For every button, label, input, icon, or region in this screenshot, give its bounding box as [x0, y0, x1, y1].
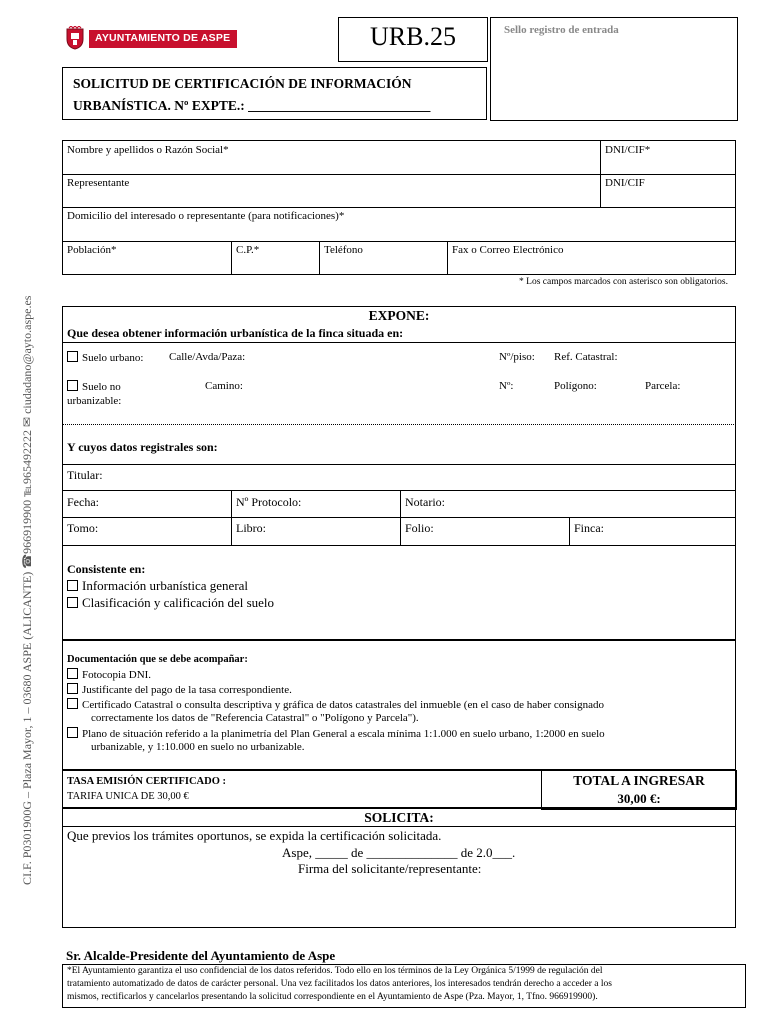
nonurban-row: [67, 380, 121, 393]
registry-intro: Y cuyos datos registrales son:: [67, 440, 218, 454]
holder-label: Titular:: [67, 468, 103, 482]
doc-item-3-cont: correctamente los datos de "Referencia Catastral" o "Polígono y Parcela").: [91, 712, 419, 724]
fee-tariff: TARIFA UNICA DE 30,00 €: [67, 791, 189, 802]
dni-label-2: DNI/CIF: [605, 177, 645, 189]
mandatory-note: * Los campos marcados con asterisco son obligatorios.: [519, 277, 728, 287]
side-contact-text: CI.F. P0301900G – Plaza Mayor, 1 – 03680 ASPE (ALICANTE) ☎966919900 ℡965492222 ✉ ciudadano@ayto.aspe.es: [20, 295, 34, 885]
cadastral-ref-label: Ref. Catastral:: [554, 351, 618, 363]
fax-email-label: Fax o Correo Electrónico: [452, 244, 564, 256]
parcel-label: Parcela:: [645, 380, 681, 392]
form-title-line1: SOLICITUD DE CERTIFICACIÓN DE INFORMACIÓN: [73, 76, 412, 91]
total-value: 30,00 €:: [617, 791, 661, 806]
nonurban-checkbox[interactable]: [67, 380, 78, 391]
doc-checkbox-4[interactable]: [67, 727, 78, 738]
phone-label: Teléfono: [324, 244, 363, 256]
stamp-label: Sello registro de entrada: [504, 24, 619, 36]
dni-label-1: DNI/CIF*: [605, 144, 651, 156]
solicita-text: Que previos los trámites oportunos, se expida la certificación solicitada.: [67, 828, 442, 843]
doc-checkbox-2[interactable]: [67, 683, 78, 694]
notary-label: Notario:: [405, 495, 445, 509]
doc-item-4-label: Plano de situación referido a la planimetría del Plan General a escala mínima 1:1.000 en suelo urbano, 1:2000 en suelo: [82, 728, 605, 740]
urban-row: [67, 351, 143, 364]
form-title-line2: URBANÍSTICA. Nº EXPTE.: ___________________________: [73, 98, 431, 113]
estate-label: Finca:: [574, 521, 604, 535]
consist-option-1-label: Información urbanística general: [82, 578, 249, 593]
street-label: Calle/Avda/Paza:: [169, 351, 246, 363]
protocol-label: Nº Protocolo:: [236, 495, 302, 509]
doc-item-2: [67, 683, 292, 696]
urban-checkbox[interactable]: [67, 351, 78, 362]
total-label: TOTAL A INGRESAR: [573, 773, 705, 788]
folio-label: Folio:: [405, 521, 434, 535]
signature-label: Firma del solicitante/representante:: [298, 861, 482, 876]
doc-item-4: [67, 727, 605, 740]
doc-item-3-label: Certificado Catastral o consulta descriptiva y gráfica de datos catastrales del inmueble (en el caso de haber consignado: [82, 699, 604, 711]
cp-label: C.P.*: [236, 244, 260, 256]
number-floor-label: Nº/piso:: [499, 351, 535, 363]
solicita-title: SOLICITA:: [364, 810, 434, 825]
representative-label: Representante: [67, 177, 130, 189]
consist-option-2: [67, 595, 274, 611]
privacy-line-2: tratamiento automatizado de datos de carácter personal. Una vez facilitados los datos anteriores, los interesados tendrán derecho a acceder a los: [67, 979, 612, 989]
doc-item-1: [67, 668, 151, 681]
form-code: URB.25: [370, 22, 456, 51]
city-label: Población*: [67, 244, 117, 256]
fee-label: TASA EMISIÓN CERTIFICADO :: [67, 776, 227, 787]
consist-checkbox-1[interactable]: [67, 580, 78, 591]
docs-title: Documentación que se debe acompañar:: [67, 654, 248, 665]
number-label: Nº:: [499, 380, 514, 392]
expone-title: EXPONE:: [368, 308, 430, 323]
place-date: Aspe, _____ de ______________ de 2.0___.: [282, 845, 516, 860]
volume-label: Tomo:: [67, 521, 99, 535]
doc-checkbox-1[interactable]: [67, 668, 78, 679]
date-label: Fecha:: [67, 495, 99, 509]
consist-checkbox-2[interactable]: [67, 597, 78, 608]
logo-text: AYUNTAMIENTO DE ASPE: [95, 32, 231, 44]
doc-checkbox-3[interactable]: [67, 698, 78, 709]
road-label: Camino:: [205, 380, 243, 392]
name-label: Nombre y apellidos o Razón Social*: [67, 144, 229, 156]
nonurban-label-2: urbanizable:: [67, 395, 122, 407]
consist-title: Consistente en:: [67, 562, 146, 576]
polygon-label: Polígono:: [554, 380, 597, 392]
addressee: Sr. Alcalde-Presidente del Ayuntamiento de Aspe: [66, 948, 336, 963]
privacy-line-1: *El Ayuntamiento garantiza el uso confidencial de los datos referidos. Todo ello en los términos de la Ley Orgánica 5/1999 de regulación del: [67, 966, 603, 976]
doc-item-3: [67, 698, 604, 711]
consist-option-1: [67, 578, 248, 594]
urban-label: Suelo urbano:: [82, 352, 144, 364]
consist-option-2-label: Clasificación y calificación del suelo: [82, 595, 275, 610]
nonurban-label-1: Suelo no: [82, 381, 121, 393]
doc-item-2-label: Justificante del pago de la tasa correspondiente.: [82, 684, 292, 696]
privacy-line-3: mismos, rectificarlos y cancelarlos presentando la solicitud correspondiente en el Ayuntamiento de Aspe (Pza. Mayor, 1, Tfno. 966919900).: [67, 992, 598, 1002]
municipal-crest-icon: [64, 26, 86, 50]
address-label: Domicilio del interesado o representante (para notificaciones)*: [67, 210, 345, 222]
book-label: Libro:: [236, 521, 266, 535]
doc-item-1-label: Fotocopia DNI.: [82, 669, 152, 681]
expone-intro: Que desea obtener información urbanística de la finca situada en:: [67, 326, 404, 340]
doc-item-4-cont: urbanizable, y 1:10.000 en suelo no urbanizable.: [91, 741, 305, 753]
